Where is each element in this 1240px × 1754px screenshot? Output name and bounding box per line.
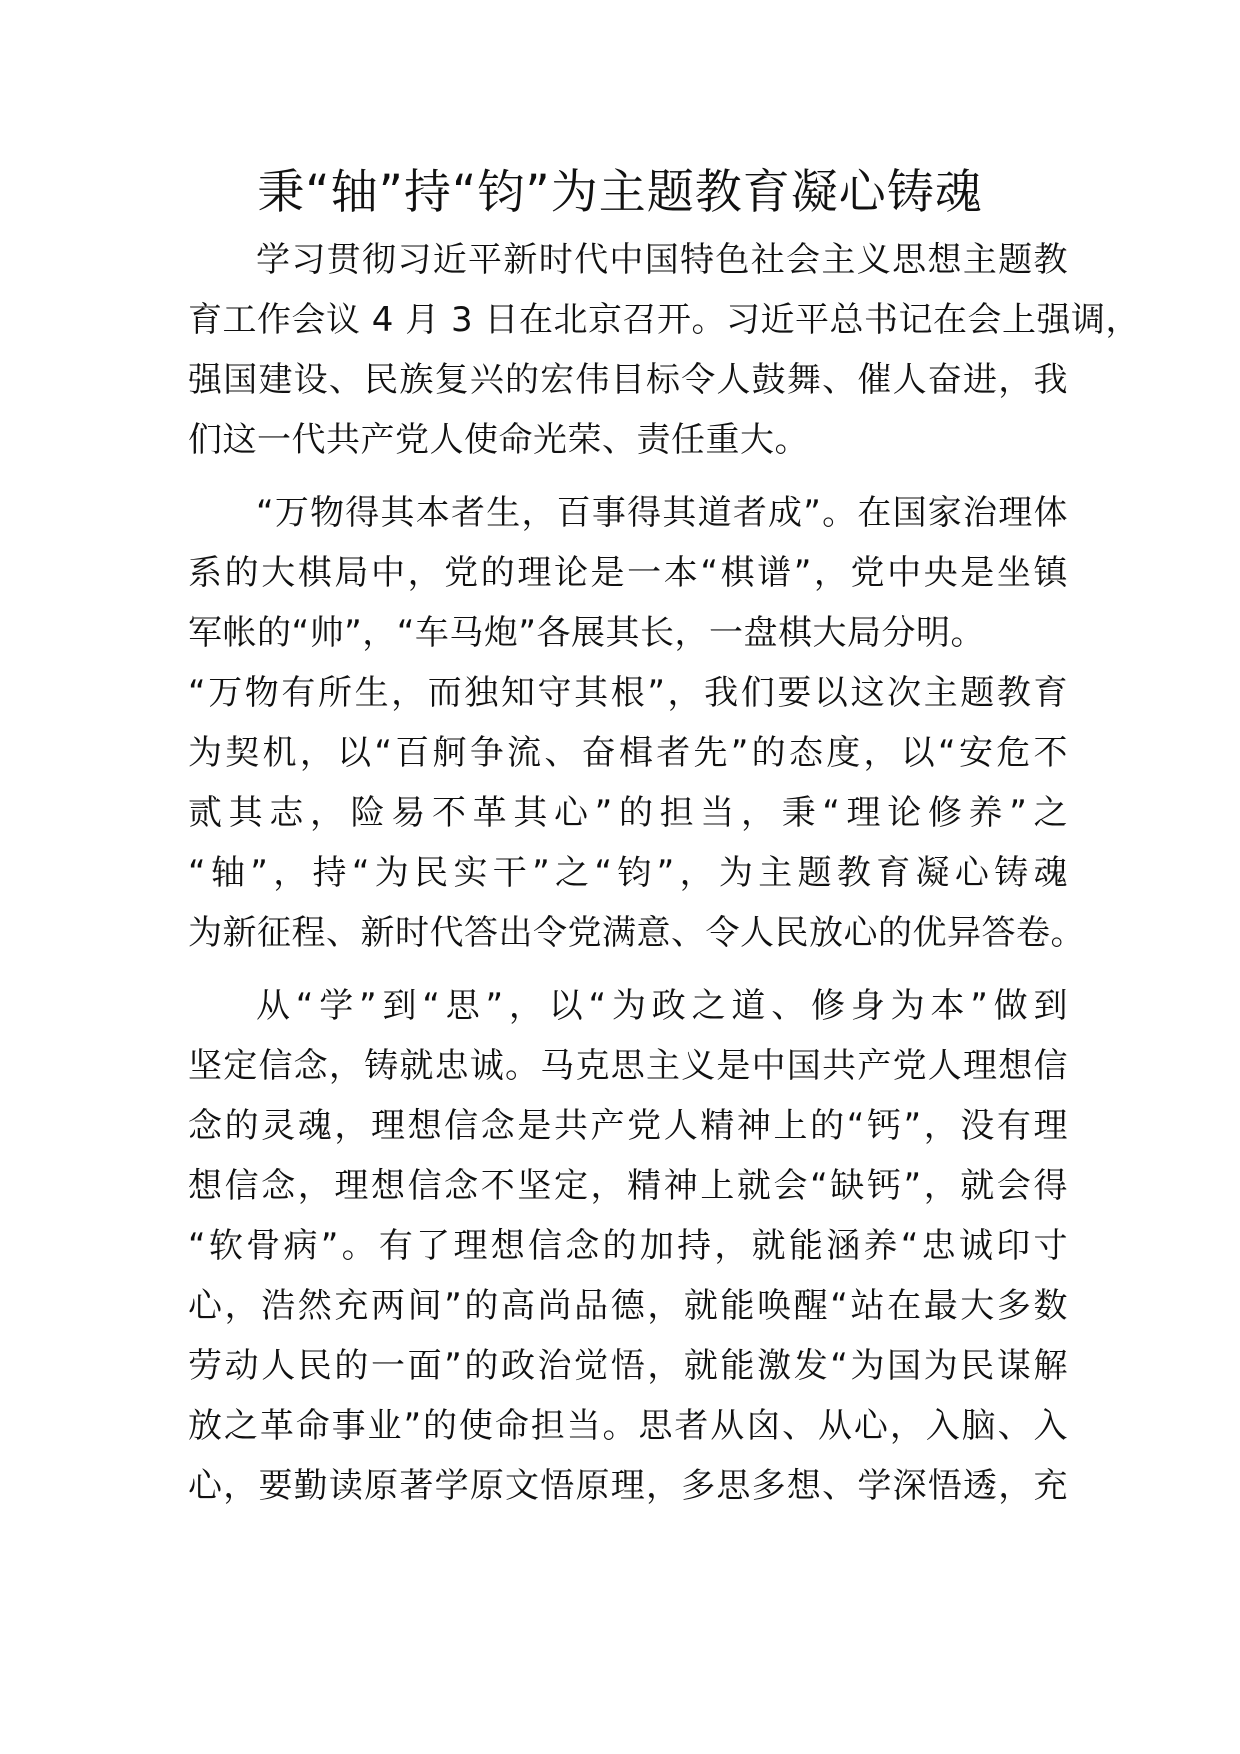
paragraph-line: 育工作会议 4 月 3 日在北京召开。习近平总书记在会上强调， xyxy=(188,300,1140,340)
paragraph-line: 军帐的“帅”，“车马炮”各展其长，一盘棋大局分明。 xyxy=(188,613,985,653)
paragraph-line: 贰其志，险易不革其心”的担当，秉“理论修养”之 xyxy=(188,793,1068,833)
paragraph-line: 学习贯彻习近平新时代中国特色社会主义思想主题教 xyxy=(256,240,1068,280)
paragraph-line: 为新征程、新时代答出令党满意、令人民放心的优异答卷。 xyxy=(188,913,1085,953)
paragraph-line: 劳动人民的一面”的政治觉悟，就能激发“为国为民谋解 xyxy=(188,1346,1068,1386)
paragraph-line: 想信念，理想信念不坚定，精神上就会“缺钙”，就会得 xyxy=(188,1166,1068,1206)
paragraph-line: 为契机，以“百舸争流、奋楫者先”的态度，以“安危不 xyxy=(188,733,1068,773)
paragraph-line: 系的大棋局中，党的理论是一本“棋谱”，党中央是坐镇 xyxy=(188,553,1068,593)
paragraph-line: 放之革命事业”的使命担当。思者从囟、从心，入脑、入 xyxy=(188,1406,1068,1446)
paragraph-line: “万物得其本者生，百事得其道者成”。在国家治理体 xyxy=(256,493,1068,533)
paragraph-line: “万物有所生，而独知守其根”，我们要以这次主题教育 xyxy=(188,673,1068,713)
paragraph-line: “轴”，持“为民实干”之“钧”，为主题教育凝心铸魂 xyxy=(188,853,1068,893)
paragraph-line: 心，要勤读原著学原文悟原理，多思多想、学深悟透，充 xyxy=(188,1466,1068,1506)
document-title: 秉“轴”持“钧”为主题教育凝心铸魂 xyxy=(257,165,983,220)
paragraph-line: 们这一代共产党人使命光荣、责任重大。 xyxy=(188,420,809,460)
paragraph-line: 从“学”到“思”，以“为政之道、修身为本”做到 xyxy=(256,986,1068,1026)
paragraph-line: 心，浩然充两间”的高尚品德，就能唤醒“站在最大多数 xyxy=(188,1286,1068,1326)
paragraph-line: “软骨病”。有了理想信念的加持，就能涵养“忠诚印寸 xyxy=(188,1226,1068,1266)
paragraph-line: 强国建设、民族复兴的宏伟目标令人鼓舞、催人奋进，我 xyxy=(188,360,1068,400)
paragraph-line: 坚定信念，铸就忠诚。马克思主义是中国共产党人理想信 xyxy=(188,1046,1068,1086)
paragraph-line: 念的灵魂，理想信念是共产党人精神上的“钙”，没有理 xyxy=(188,1106,1068,1146)
